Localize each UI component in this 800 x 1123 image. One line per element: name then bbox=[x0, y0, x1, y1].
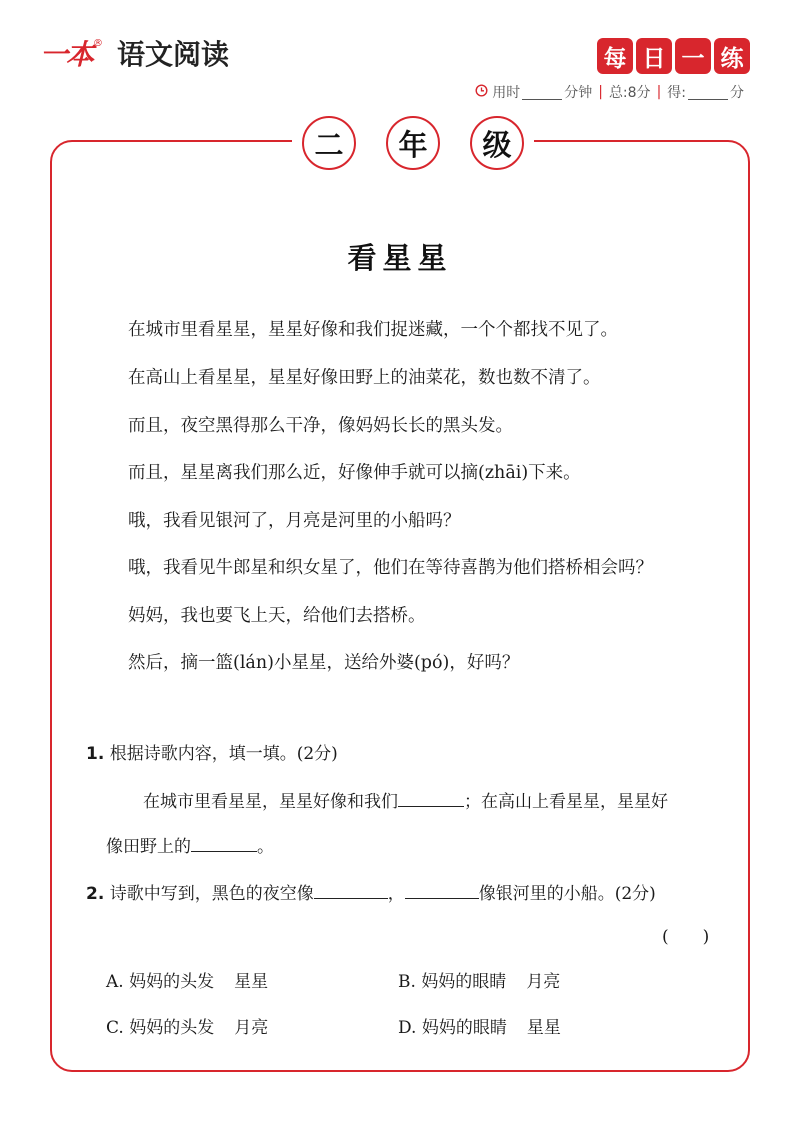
poem-line: 在高山上看星星，星星好像田野上的油菜花，数也数不清了。 bbox=[128, 368, 601, 388]
question-text: ， bbox=[387, 884, 405, 904]
answer-blank[interactable] bbox=[405, 880, 479, 899]
daily-practice-badge bbox=[594, 38, 750, 74]
option-text: 星星 bbox=[526, 1018, 561, 1038]
answer-blank[interactable] bbox=[314, 880, 388, 899]
daily-char: 日 bbox=[636, 38, 672, 74]
option-text: 月亮 bbox=[234, 1018, 269, 1038]
question-text: ；在高山上看星星，星星好 bbox=[464, 792, 668, 812]
question-text: 。 bbox=[257, 837, 274, 857]
meta-separator: | bbox=[598, 84, 603, 100]
score-meta bbox=[475, 82, 744, 102]
question-1-line-2 bbox=[106, 833, 274, 859]
registered-mark: ® bbox=[93, 38, 104, 49]
series-title: 语文阅读 bbox=[117, 38, 230, 71]
option-c[interactable] bbox=[106, 1016, 268, 1040]
time-unit: 分钟 bbox=[564, 85, 593, 101]
daily-char: 一 bbox=[675, 38, 711, 74]
option-a[interactable] bbox=[106, 970, 268, 994]
grade-char: 二 bbox=[302, 116, 356, 170]
poem-line: 然后，摘一篮(lán)小星星，送给外婆(pó)，好吗？ bbox=[128, 653, 520, 673]
question-1-line-1 bbox=[143, 788, 668, 814]
poem-line: 哦，我看见牛郎星和织女星了，他们在等待喜鹊为他们搭桥相会吗？ bbox=[128, 558, 653, 578]
question-text: 诗歌中写到，黑色的夜空像 bbox=[109, 884, 314, 904]
daily-char: 每 bbox=[597, 38, 633, 74]
score-blank[interactable] bbox=[688, 85, 728, 100]
option-b[interactable] bbox=[398, 970, 560, 994]
score-label: 得: bbox=[667, 85, 686, 101]
poem-line: 妈妈，我也要飞上天，给他们去搭桥。 bbox=[128, 606, 426, 626]
poem-line: 而且，星星离我们那么近，好像伸手就可以摘(zhāi)下来。 bbox=[128, 463, 581, 483]
poem-title: 看星星 bbox=[347, 241, 453, 275]
option-label: C. bbox=[106, 1018, 124, 1038]
score-unit: 分 bbox=[730, 85, 744, 101]
question-text: 像田野上的 bbox=[106, 837, 191, 857]
option-label: D. bbox=[398, 1018, 417, 1038]
total-score: 总:8分 bbox=[608, 85, 651, 101]
meta-separator: | bbox=[656, 84, 662, 100]
question-number: 2. bbox=[86, 884, 105, 904]
option-text: 妈妈的头发 bbox=[129, 1018, 215, 1038]
question-1-prompt bbox=[86, 742, 338, 766]
brand-logo: 一本 bbox=[40, 38, 93, 71]
question-number: 1. bbox=[86, 744, 105, 764]
question-text: 根据诗歌内容，填一填。(2分) bbox=[109, 744, 338, 764]
option-text: 月亮 bbox=[526, 972, 561, 992]
answer-blank[interactable] bbox=[191, 833, 257, 852]
poem-line: 而且，夜空黑得那么干净，像妈妈长长的黑头发。 bbox=[128, 416, 513, 436]
answer-bracket[interactable]: ( ) bbox=[662, 927, 710, 947]
option-text: 妈妈的眼睛 bbox=[421, 972, 507, 992]
grade-char: 年 bbox=[386, 116, 440, 170]
grade-char: 级 bbox=[470, 116, 524, 170]
question-text: 像银河里的小船。(2分) bbox=[478, 884, 656, 904]
poem-line: 在城市里看星星，星星好像和我们捉迷藏，一个个都找不见了。 bbox=[128, 320, 618, 340]
question-2-prompt bbox=[86, 880, 656, 906]
option-d[interactable] bbox=[398, 1016, 561, 1040]
option-text: 妈妈的眼睛 bbox=[421, 1018, 507, 1038]
answer-blank[interactable] bbox=[398, 788, 464, 807]
question-text: 在城市里看星星，星星好像和我们 bbox=[143, 792, 398, 812]
poem-line: 哦，我看见银河了，月亮是河里的小船吗？ bbox=[128, 511, 461, 531]
option-label: B. bbox=[398, 972, 416, 992]
clock-icon bbox=[475, 84, 488, 101]
time-label: 用时 bbox=[492, 85, 521, 101]
grade-label bbox=[292, 116, 534, 170]
brand-header bbox=[40, 38, 229, 72]
time-blank[interactable] bbox=[522, 85, 562, 100]
option-text: 星星 bbox=[234, 972, 269, 992]
option-text: 妈妈的头发 bbox=[129, 972, 215, 992]
daily-char: 练 bbox=[714, 38, 750, 74]
option-label: A. bbox=[106, 972, 124, 992]
